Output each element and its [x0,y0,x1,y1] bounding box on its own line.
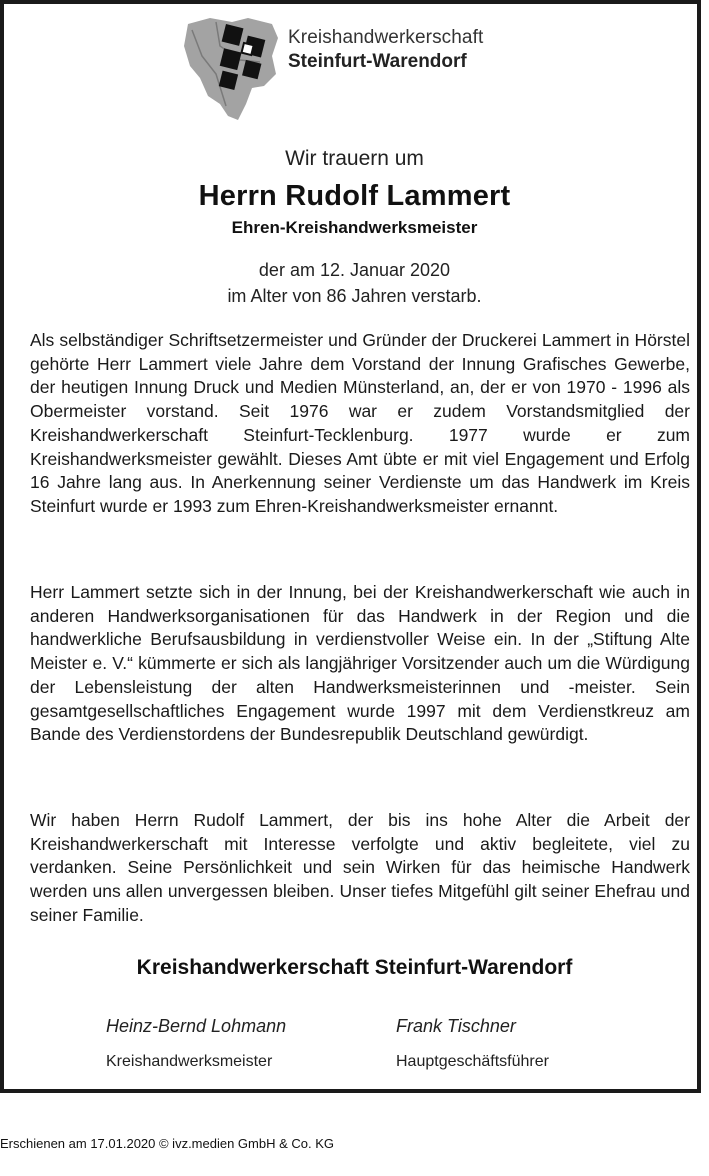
paragraph-engagement: Herr Lammert setzte sich in der Innung, bei der Kreishandwerkerschaft wie auch in anderen Handwerksorganisationen für das Handwerk in der Region und die handwerkliche Berufsausbildung in verdienstvoller Weise ein. In der „Stiftung Alte Meister e. V.“ kümmerte er sich als langjähriger Vorsitzender auch um die Würdigung der Lebensleistung der alten Handwerksmeisterinnen und -meister. Sein gesamtgesellschaftliches Engagement wurde 1997 mit dem Verdienstkreuz am Bande des Verdienstordens der Bundesrepublik Deutschland gewürdigt. [30,582,690,745]
paragraph-condolence: Wir haben Herrn Rudolf Lammert, der bis ins hohe Alter die Arbeit der Kreishandwerkerschaft mit Interesse verfolgte und aktiv begleitete, viel zu verdanken. Seine Persönlichkeit und sein Wirken für das heimische Handwerk werden uns allen unvergessen bleiben. Unser tiefes Mitgefühl gilt seiner Ehefrau und seiner Familie. [30,810,690,925]
organization-logo [180,16,510,124]
publication-footer: Erschienen am 17.01.2020 © ivz.medien GmbH & Co. KG [0,1136,335,1151]
signing-organization: Kreishandwerkerschaft Steinfurt-Warendorf [136,956,573,979]
paragraph-career: Als selbständiger Schriftsetzermeister und Gründer der Druckerei Lammert in Hörstel gehörte Herr Lammert viele Jahre dem Vorstand der Innung Grafisches Gewerbe, der heutigen Innung Druck und Medien Münsterland, an, der er von 1970 - 1996 als Obermeister vorstand. Seit 1976 war er zudem Vorstandsmitglied der Kreishandwerkerschaft Steinfurt-Tecklenburg. 1977 wurde er zum Kreishandwerksmeister gewählt. Dieses Amt übte er mit viel Engagement und Erfolg 16 Jahre lang aus. In Anerkennung seiner Verdienste um das Handwerk im Kreis Steinfurt wurde er 1993 zum Ehren-Kreishandwerksmeister ernannt. [30,330,690,516]
signer-name: Frank Tischner [396,1016,516,1036]
map-emblem-icon [180,16,290,124]
honorary-title: Ehren-Kreishandwerksmeister [231,218,478,237]
signer-role: Hauptgeschäftsführer [396,1053,549,1070]
age-line: im Alter von 86 Jahren verstarb. [227,286,482,306]
intro-text: Wir trauern um [285,147,424,170]
logo-line-1: Kreishandwerkerschaft [288,27,484,48]
signer-role: Kreishandwerksmeister [106,1053,273,1070]
deceased-name: Herrn Rudolf Lammert [198,180,511,212]
death-date-line: der am 12. Januar 2020 [258,260,451,280]
signer-name: Heinz-Bernd Lohmann [106,1016,287,1036]
logo-line-2: Steinfurt-Warendorf [288,51,467,72]
